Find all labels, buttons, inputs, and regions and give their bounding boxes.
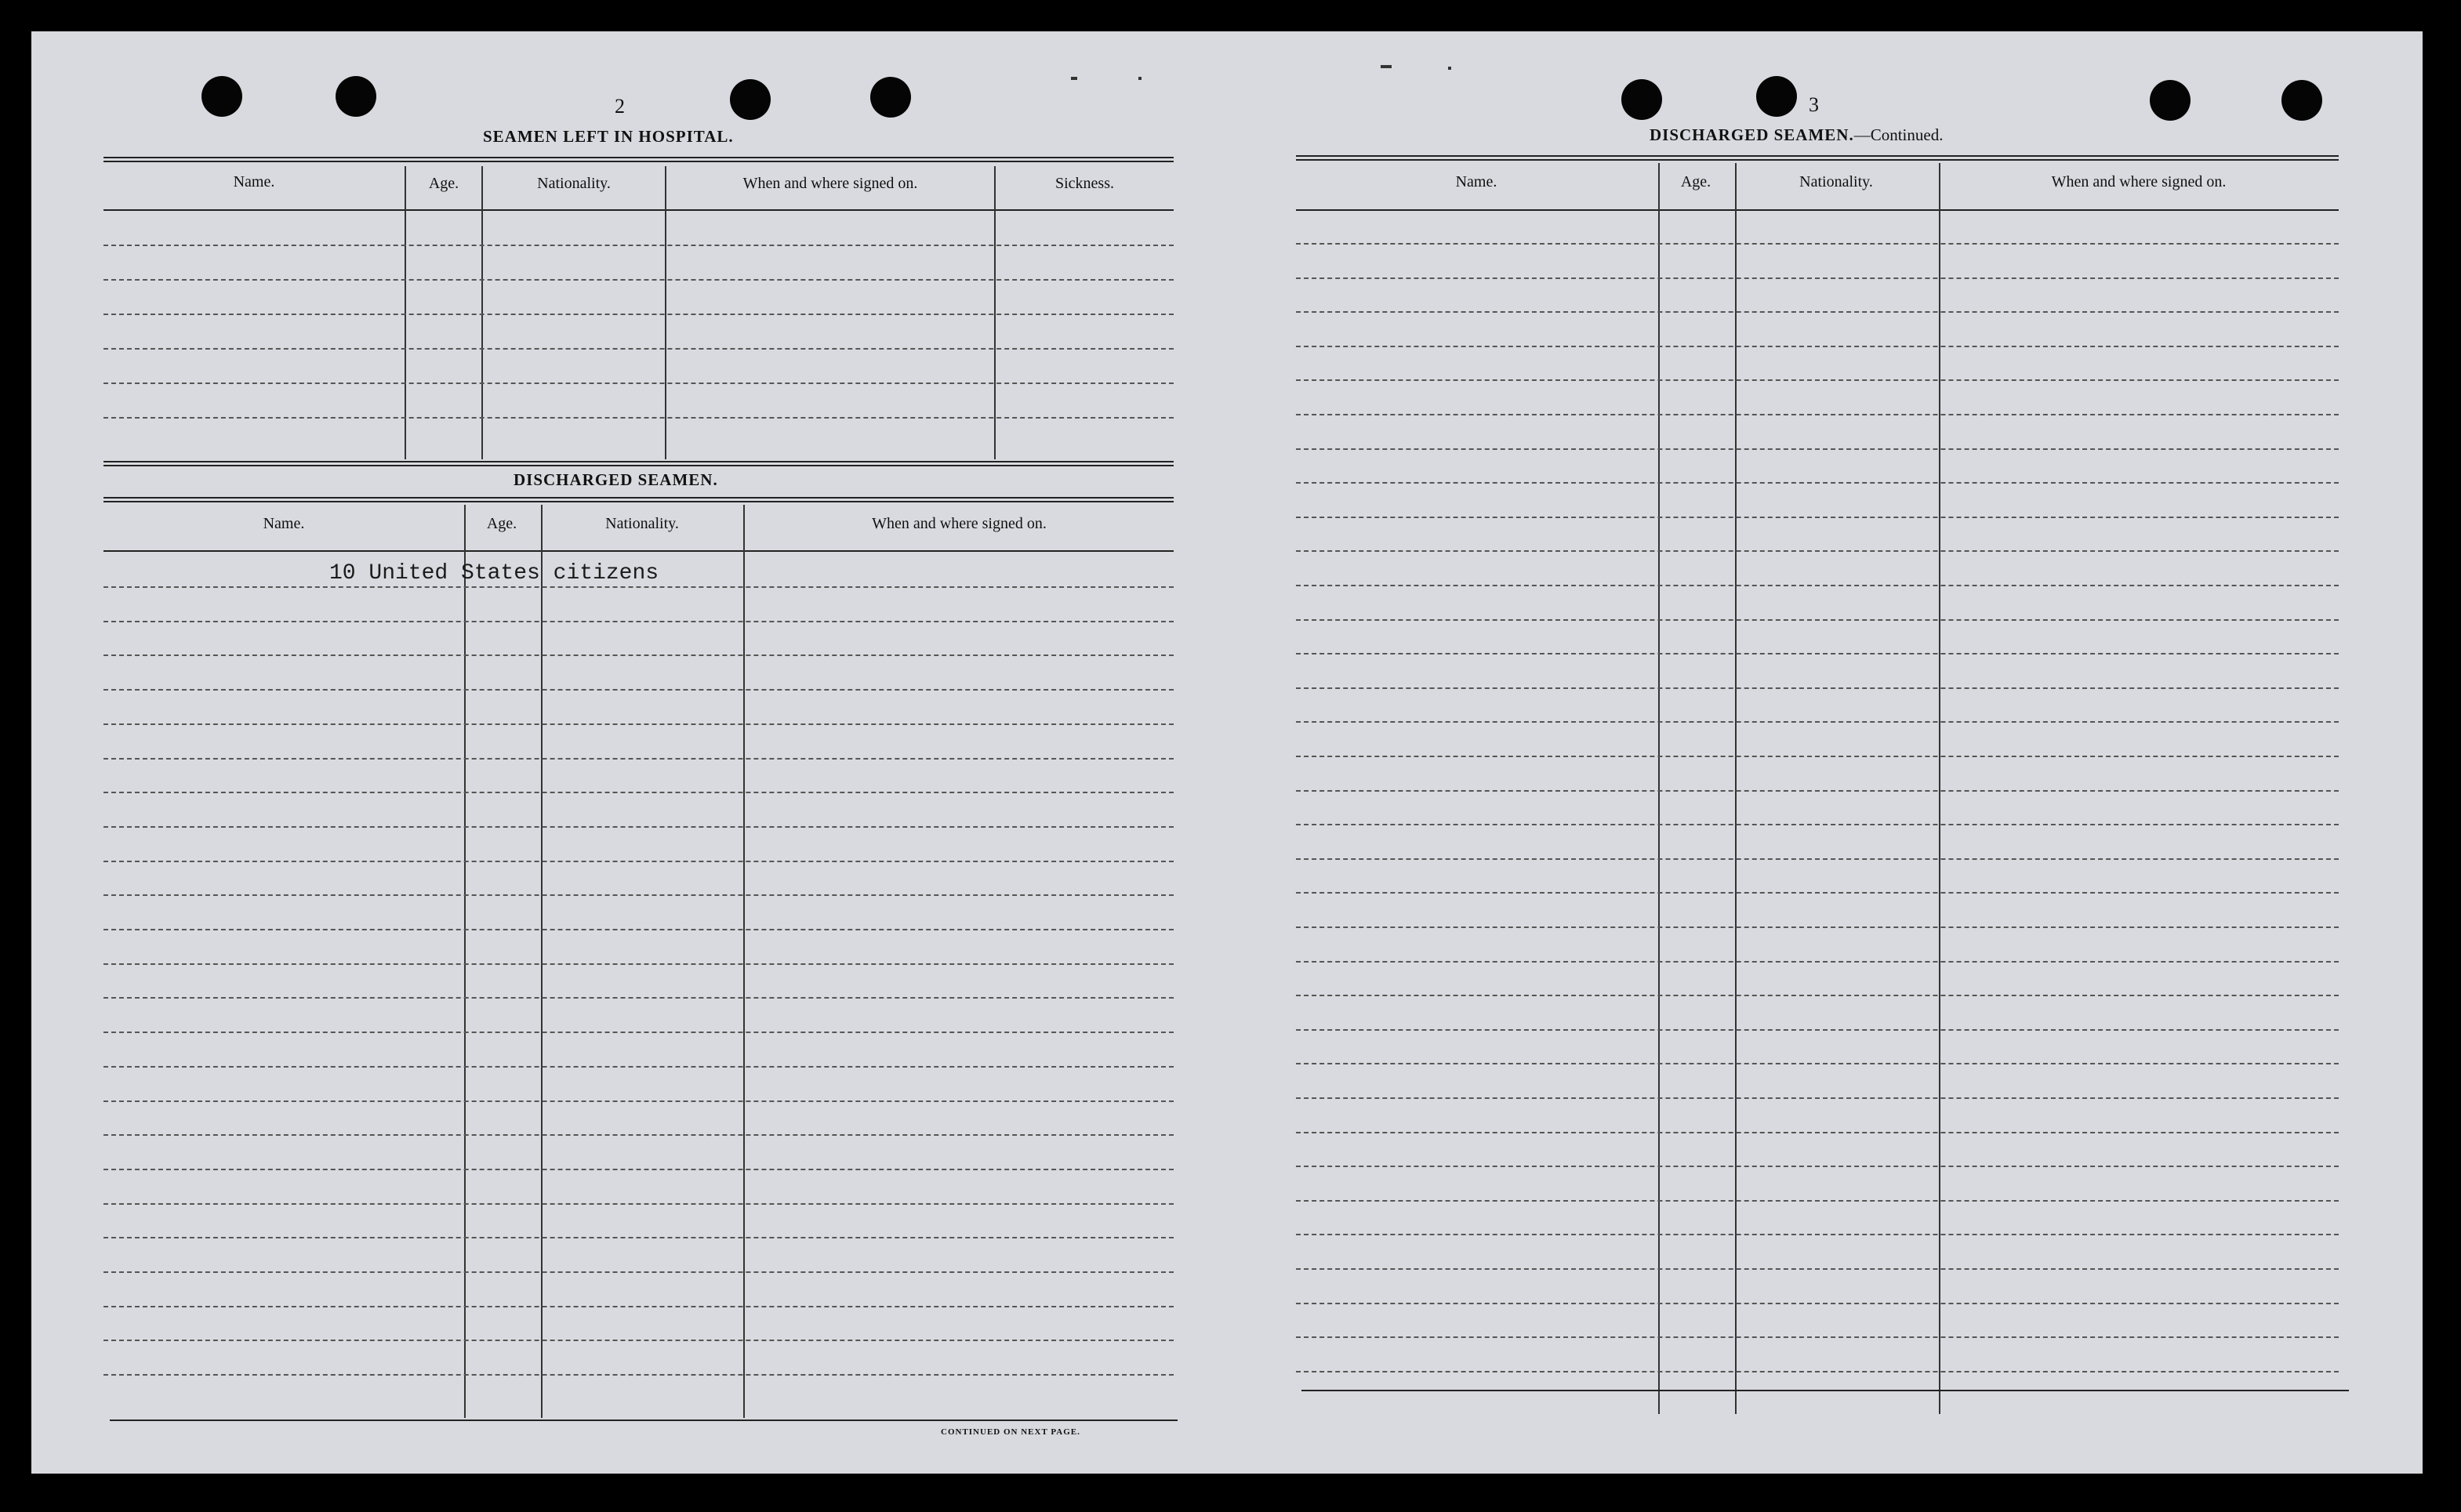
right-page: [1223, 31, 2423, 1474]
ruled-line: [103, 1271, 1174, 1273]
column-header-name: Name.: [263, 515, 305, 532]
column-header-age: Age.: [428, 175, 459, 192]
column-divider: [1939, 163, 1940, 1414]
ruled-line: [103, 929, 1174, 930]
ruled-line: [1296, 414, 2339, 415]
bottom-rule: [1301, 1390, 2349, 1391]
ruled-line: [1296, 721, 2339, 723]
ruled-line: [1296, 1166, 2339, 1167]
ruled-line: [1296, 995, 2339, 996]
ruled-line: [1296, 550, 2339, 552]
ruled-line: [1296, 892, 2339, 894]
ruled-line: [1296, 687, 2339, 689]
ruled-line: [103, 1203, 1174, 1205]
ruled-line: [103, 279, 1174, 281]
header-bottom-rule: [1296, 209, 2339, 211]
ruled-line: [1296, 824, 2339, 825]
ruled-line: [1296, 926, 2339, 928]
ruled-line: [103, 792, 1174, 793]
ruled-line: [1296, 1200, 2339, 1202]
column-header-sickness: Sickness.: [1055, 175, 1114, 192]
column-divider: [481, 166, 483, 459]
ruled-line: [103, 689, 1174, 691]
punch-hole: [2150, 80, 2191, 121]
header-double-rule: [103, 497, 1174, 502]
ruled-line: [1296, 619, 2339, 621]
header-bottom-rule: [103, 550, 1174, 552]
ruled-line: [1296, 346, 2339, 347]
ink-speck: [1381, 65, 1392, 68]
ruled-line: [103, 963, 1174, 965]
ruled-line: [103, 1237, 1174, 1238]
column-header-nationality: Nationality.: [605, 515, 679, 532]
column-header-signed-on: When and where signed on.: [872, 515, 1047, 532]
column-header-signed-on: When and where signed on.: [742, 175, 918, 192]
punch-hole: [2281, 80, 2322, 121]
ruled-line: [103, 1374, 1174, 1376]
ruled-line: [1296, 1132, 2339, 1133]
ruled-line: [1296, 277, 2339, 279]
column-divider: [665, 166, 666, 459]
ruled-line: [1296, 379, 2339, 381]
column-header-nationality: Nationality.: [537, 175, 611, 192]
ruled-line: [103, 1032, 1174, 1033]
ruled-line: [103, 1066, 1174, 1068]
ruled-line: [103, 417, 1174, 419]
continued-footer: CONTINUED ON NEXT PAGE.: [941, 1427, 1080, 1437]
ruled-line: [1296, 961, 2339, 963]
page-number: 2: [615, 95, 625, 118]
discharged-continued-title: [1650, 125, 1943, 145]
ruled-line: [103, 723, 1174, 725]
ruled-line: [1296, 585, 2339, 586]
ruled-line: [1296, 1268, 2339, 1270]
column-divider: [464, 505, 466, 1418]
ruled-line: [103, 894, 1174, 896]
page-number: 3: [1809, 93, 1819, 116]
column-header-age: Age.: [486, 515, 517, 532]
column-header-nationality: Nationality.: [1799, 173, 1873, 190]
ruled-line: [103, 758, 1174, 760]
punch-hole: [336, 76, 376, 117]
punch-hole: [730, 79, 771, 120]
ruled-line: [1296, 756, 2339, 757]
ruled-line: [103, 383, 1174, 384]
ruled-line: [1296, 653, 2339, 654]
ink-speck: [1138, 77, 1142, 80]
column-divider: [541, 505, 543, 1418]
ruled-line: [103, 586, 1174, 588]
ruled-line: [1296, 448, 2339, 450]
ink-speck: [1071, 77, 1077, 80]
ruled-line: [103, 1134, 1174, 1136]
ruled-line: [1296, 1029, 2339, 1031]
header-double-rule: [1296, 155, 2339, 161]
ruled-line: [1296, 1336, 2339, 1338]
section-double-rule: [103, 461, 1174, 466]
column-header-name: Name.: [233, 173, 275, 190]
ruled-line: [103, 1340, 1174, 1341]
ruled-line: [103, 1100, 1174, 1102]
punch-hole: [1756, 76, 1797, 117]
ink-speck: [1448, 67, 1451, 70]
ruled-line: [103, 1306, 1174, 1307]
ruled-line: [1296, 243, 2339, 245]
column-divider: [994, 166, 996, 459]
ruled-line: [1296, 1234, 2339, 1235]
ruled-line: [103, 997, 1174, 999]
ruled-line: [1296, 1303, 2339, 1304]
ruled-line: [1296, 1371, 2339, 1372]
left-page: [31, 31, 1223, 1474]
ruled-line: [103, 654, 1174, 656]
ruled-line: [1296, 482, 2339, 484]
ruled-line: [1296, 517, 2339, 518]
header-bottom-rule: [103, 209, 1174, 211]
ruled-line: [103, 348, 1174, 350]
column-divider: [1658, 163, 1660, 1414]
ruled-line: [1296, 311, 2339, 313]
column-divider: [1735, 163, 1737, 1414]
hospital-section-title: SEAMEN LEFT IN HOSPITAL.: [483, 127, 734, 146]
ruled-line: [1296, 1097, 2339, 1099]
title-text: DISCHARGED SEAMEN.: [1650, 125, 1854, 144]
column-header-name: Name.: [1455, 173, 1497, 190]
ruled-line: [103, 861, 1174, 862]
ruled-line: [103, 314, 1174, 315]
ruled-line: [1296, 1063, 2339, 1064]
header-double-rule: [103, 157, 1174, 162]
title-suffix: —Continued.: [1853, 125, 1944, 144]
ruled-line: [1296, 790, 2339, 792]
discharged-section-title: DISCHARGED SEAMEN.: [514, 470, 718, 489]
column-header-age: Age.: [1680, 173, 1711, 190]
ruled-line: [103, 245, 1174, 246]
punch-hole: [201, 76, 242, 117]
punch-hole: [870, 77, 911, 118]
column-header-signed-on: When and where signed on.: [2051, 173, 2227, 190]
column-divider: [743, 505, 745, 1418]
typed-entry: 10 United States citizens: [329, 561, 659, 586]
bottom-rule: [110, 1420, 1178, 1421]
punch-hole: [1621, 79, 1662, 120]
ruled-line: [1296, 858, 2339, 860]
ruled-line: [103, 621, 1174, 622]
ruled-line: [103, 1169, 1174, 1170]
ruled-line: [103, 826, 1174, 828]
column-divider: [405, 166, 406, 459]
